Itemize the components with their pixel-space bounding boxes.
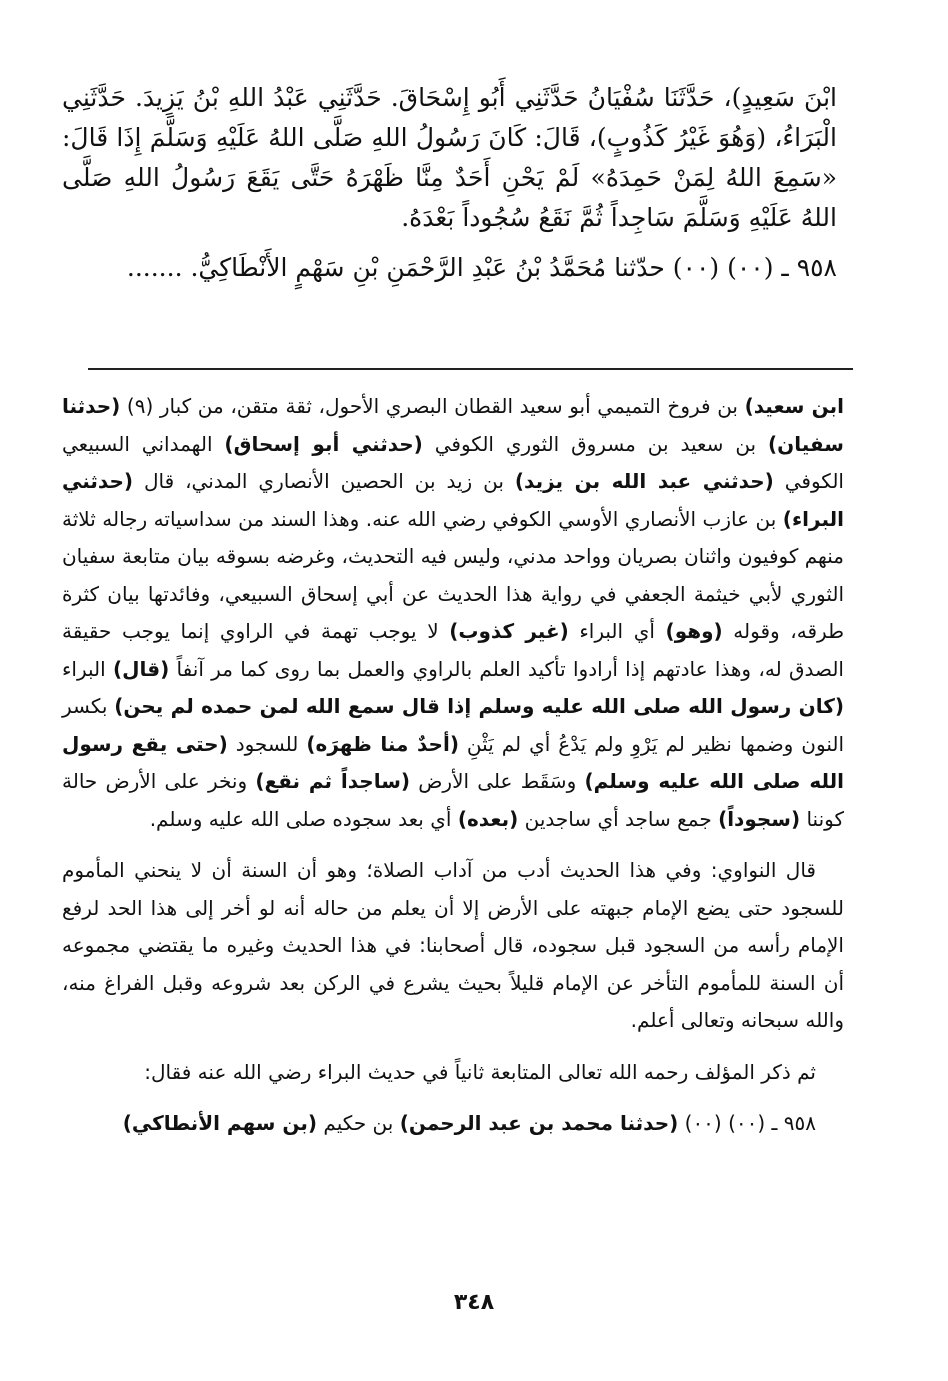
bold-term: (ساجداً ثم نقع) <box>255 769 411 793</box>
commentary-block <box>62 388 844 1143</box>
bold-term: (بعده) <box>457 806 519 831</box>
commentary-text: جمع ساجد أي ساجدين <box>518 806 719 831</box>
bold-term: (قال) <box>112 656 170 681</box>
commentary-text: لا يوجب تهمة في الراوي إنما يوجب حقيقة الصدق له، وهذا عادتهم إذا أرادوا تأكيد العلم بالراوي والعمل بما روى كما مر آنفاً <box>62 619 844 681</box>
bold-term: (وهو) <box>665 619 723 643</box>
commentary-text: بن فروخ التميمي أبو سعيد القطان البصري الأحول، ثقة متقن، من كبار (٩) <box>120 394 745 418</box>
next-hadith-commentary <box>62 1105 844 1143</box>
bold-term: (أحدٌ منا ظهرَه) <box>306 731 459 756</box>
page-number: ٣٤٨ <box>453 1290 495 1315</box>
nawawi-paragraph: قال النواوي: وفي هذا الحديث أدب من آداب الصلاة؛ وهو أن السنة أن لا ينحني المأموم للسجود حتى يضع الإمام جبهته على الأرض إلا أن يعلم من حاله أنه لو أخر إلى هذا الحد لرفع الإمام رأسه من السجود قبل سجوده، قال أصحابنا: في هذا الحديث وغيره ما يقتضي مجموعه أن السنة للمأموم التأخر عن الإمام قليلاً بحيث يشرع في الركن بعد شروعه وقبل الفراغ منه، والله سبحانه وتعالى أعلم. <box>62 858 844 1032</box>
bold-term: (غير كذوب) <box>449 619 569 643</box>
bold-term: (سجوداً) <box>718 806 801 831</box>
bold-term: (حدثني البراء) <box>62 469 844 531</box>
commentary-text: الهمداني السبيعي الكوفي <box>62 431 844 493</box>
commentary-text: أي بعد سجوده صلى الله عليه وسلم. <box>149 806 458 831</box>
commentary-text: بكسر النون وضمها نظير لم يَرْوِ ولم يَدْعُ أي لم يَثْنِ <box>62 694 845 756</box>
bold-term: (بن سهم الأنطاكي) <box>122 1111 318 1135</box>
commentary-text: بن حكيم <box>317 1111 400 1135</box>
commentary-text: بن سعيد بن مسروق الثوري الكوفي <box>422 431 769 456</box>
bold-term: (حتى يقع رسول الله صلى الله عليه وسلم) <box>62 731 844 793</box>
commentary-paragraph-1 <box>62 388 844 838</box>
next-hadith-heading: ٩٥٨ ـ (٠٠) (٠٠) حدّثنا مُحَمَّدُ بْنُ عَبْدِ الرَّحْمَنِ بْنِ سَهْمٍ الأَنْطَاكِيُّ. ....... <box>126 253 837 282</box>
bold-term: (حدثنا محمد بن عبد الرحمن) <box>399 1111 679 1135</box>
hadith-text-block <box>62 78 837 288</box>
bold-term: ابن سعيد) <box>744 394 844 418</box>
commentary-text: بن زيد بن الحصين الأنصاري المدني، قال <box>133 469 515 493</box>
bold-term: (حدثني عبد الله بن يزيد) <box>514 469 774 493</box>
footnote-divider <box>88 368 853 370</box>
author-note-paragraph: ثم ذكر المؤلف رحمه الله تعالى المتابعة ثانياً في حديث البراء رضي الله عنه فقال: <box>144 1059 816 1084</box>
bold-term: (حدثنا سفيان) <box>62 394 844 456</box>
commentary-text: للسجود <box>227 731 307 756</box>
commentary-text: وسَقَط على الأرض <box>410 769 585 793</box>
bold-term: (كان رسول الله صلى الله عليه وسلم إذا قال سمع الله لمن حمده لم يحن) <box>114 694 844 718</box>
commentary-text: أي البراء <box>568 619 666 643</box>
commentary-text: ونخر على الأرض حالة كوننا <box>62 769 844 831</box>
bold-term: (حدثني أبو إسحاق) <box>224 431 423 456</box>
hadith-matn: ابْنَ سَعِيدٍ)، حَدَّثَنَا سُفْيَانُ حَدَّثَنِي أَبُو إِسْحَاقَ. حَدَّثَنِي عَبْدُ اللهِ بْنُ يَزِيدَ. حَدَّثَنِي الْبَرَاءُ، (وَهُوَ غَيْرُ كَذُوبٍ)، قَالَ: كَانَ رَسُولُ اللهِ صَلَّى اللهُ عَلَيْهِ وَسَلَّمَ إِذَا قَالَ: «سَمِعَ اللهُ لِمَنْ حَمِدَهُ» لَمْ يَحْنِ أَحَدٌ مِنَّا ظَهْرَهُ حَتَّى يَقَعَ رَسُولُ اللهِ صَلَّى اللهُ عَلَيْهِ وَسَلَّمَ سَاجِداً ثُمَّ نَقَعُ سُجُوداً بَعْدَهُ. <box>62 83 837 232</box>
commentary-text: ٩٥٨ ـ (٠٠) (٠٠) <box>678 1111 816 1135</box>
commentary-text: البراء <box>62 656 113 681</box>
commentary-text: بن عازب الأنصاري الأوسي الكوفي رضي الله عنه. وهذا السند من سداسياته رجاله ثلاثة منهم كوفيون واثنان بصريان وواحد مدني، وليس فيه التحديث، وغرضه بسوقه بيان متابعة سفيان الثوري لأبي خيثمة الجعفي في رواية هذا الحديث عن أبي إسحاق السبيعي، وفائدتها بيان كثرة طرقه، وقوله <box>61 506 844 643</box>
